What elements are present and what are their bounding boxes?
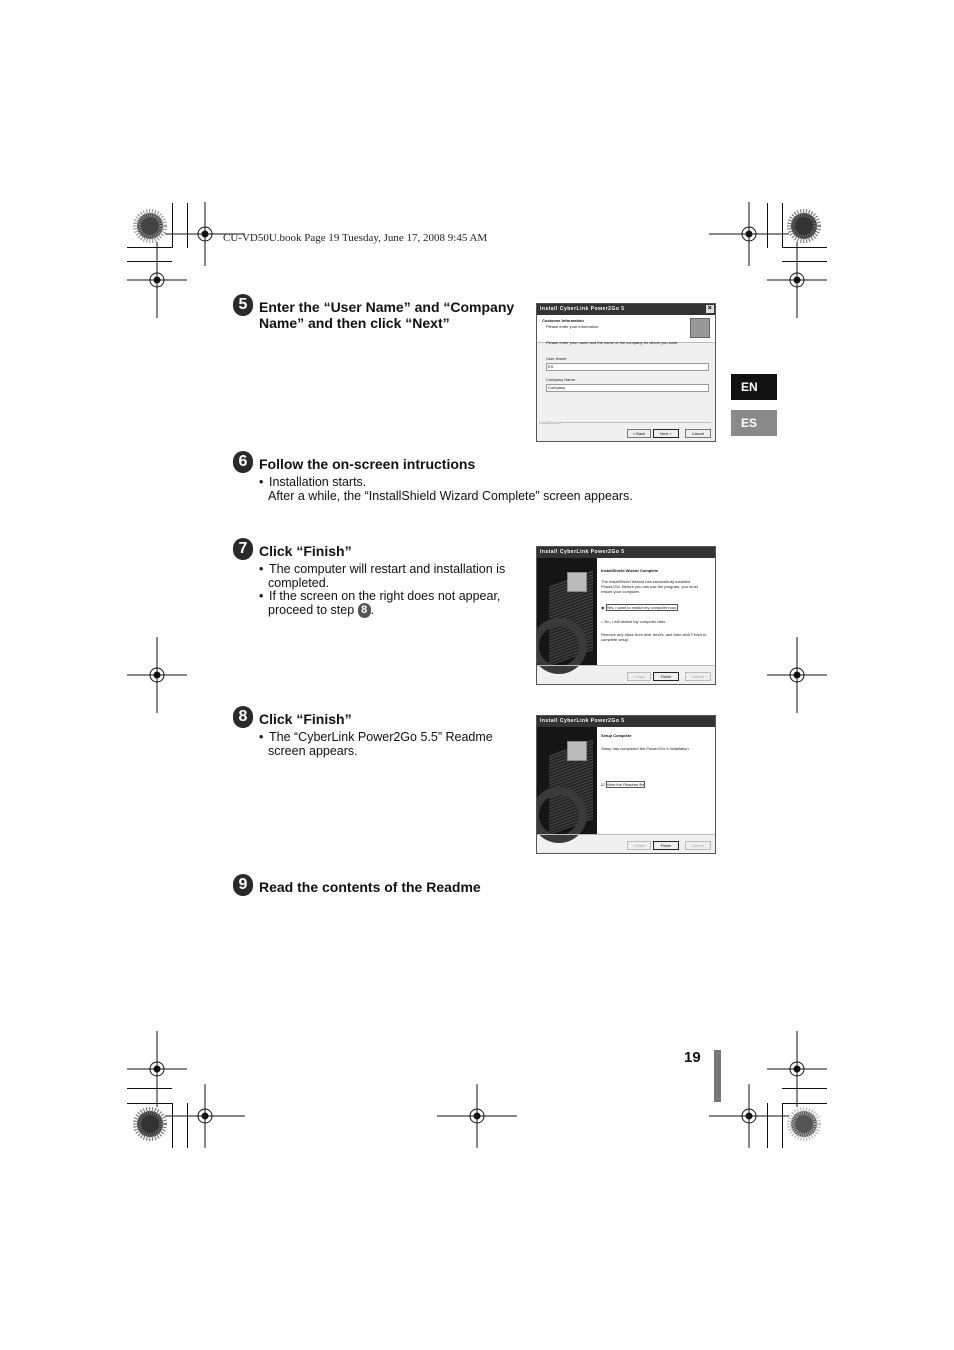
step-number: 7 — [233, 538, 253, 560]
installer-icon — [567, 741, 587, 761]
lang-tab-en: EN — [731, 374, 777, 400]
setup-complete-dialog — [536, 715, 716, 854]
dialog-text: Setup has completed the Power2Go 5 installation. — [601, 746, 690, 751]
book-header: CU-VD50U.book Page 19 Tuesday, June 17, 2008 9:45 AM — [223, 232, 488, 244]
cancel-button[interactable]: Cancel — [685, 429, 711, 438]
customer-info-dialog — [536, 303, 716, 442]
step-number: 5 — [233, 294, 253, 316]
dialog-title: Install CyberLink Power2Go 5 — [540, 718, 625, 724]
back-button[interactable]: < Back — [627, 841, 651, 850]
installer-icon — [690, 318, 710, 338]
restart-now-option[interactable]: ◉ Yes, I want to restart my computer now. — [601, 605, 677, 610]
step-title: Read the contents of the Readme — [259, 879, 481, 895]
dialog-heading: Setup Complete — [601, 733, 632, 738]
step-title-line: Enter the “User Name” and “Company — [259, 299, 515, 315]
dialog-title-bar — [537, 547, 715, 558]
view-readme-checkbox[interactable]: ☑ View the Readme file — [601, 782, 645, 787]
close-icon[interactable]: × — [707, 305, 713, 312]
step-title: Follow the on-screen intructions — [259, 456, 476, 472]
next-button[interactable]: Next > — [653, 429, 679, 438]
installer-side-art — [537, 558, 597, 665]
dialog-title-bar — [537, 716, 715, 727]
restart-later-option[interactable]: ○ No, I will restart my computer later. — [601, 619, 667, 624]
back-button[interactable]: < Back — [627, 429, 651, 438]
step-title: Click “Finish” — [259, 543, 352, 559]
user-name-field[interactable]: ES — [546, 363, 709, 371]
footer-divider — [537, 665, 716, 666]
dialog-heading: InstallShield Wizard Complete — [601, 568, 659, 573]
bullet-item: • If the screen on the right does not appear, proceed to step 8 . — [259, 589, 501, 617]
company-name-label: Company Name: — [546, 377, 577, 382]
installer-icon — [567, 572, 587, 592]
cancel-button[interactable]: Cancel — [685, 841, 711, 850]
cancel-button[interactable]: Cancel — [685, 672, 711, 681]
step-number: 6 — [233, 451, 253, 473]
company-name-field[interactable]: Company — [546, 384, 709, 392]
wizard-complete-dialog — [536, 546, 716, 685]
bullet-item: • The computer will restart and installation is completed. — [259, 562, 506, 590]
dialog-title-bar — [537, 304, 715, 315]
step-number: 8 — [233, 706, 253, 728]
bullet-item: • Installation starts. After a while, the “InstallShield Wizard Complete” screen appears. — [259, 475, 633, 503]
step-title-line: Name” and then click “Next” — [259, 315, 450, 331]
bullet-item: • The “CyberLink Power2Go 5.5” Readme screen appears. — [259, 730, 493, 758]
dialog-prompt: Please enter your name and the name of the company for whom you work. — [546, 340, 679, 345]
dialog-footer-text: Remove any disks from their drives, and then click Finish to complete setup. — [601, 632, 707, 642]
dialog-title: Install CyberLink Power2Go 5 — [540, 549, 625, 555]
finish-button[interactable]: Finish — [653, 841, 679, 850]
installer-side-art — [537, 727, 597, 834]
page-number: 19 — [684, 1049, 701, 1066]
step-title: Click “Finish” — [259, 711, 352, 727]
lang-tab-es: ES — [731, 410, 777, 436]
page-indicator-bar — [714, 1050, 721, 1102]
dialog-text: The InstallShield Wizard has successfully installed Power2Go. Before you can use the program, you must restart your computer. — [601, 579, 698, 594]
user-name-label: User Name: — [546, 356, 568, 361]
step-reference: 8 — [358, 603, 371, 618]
footer-divider — [561, 422, 711, 423]
footer-divider — [537, 834, 716, 835]
step-number: 9 — [233, 874, 253, 896]
back-button[interactable]: < Back — [627, 672, 651, 681]
dialog-subheading: Please enter your information. — [546, 324, 600, 329]
dialog-heading: Customer Information — [542, 318, 584, 323]
step-title — [259, 299, 514, 331]
finish-button[interactable]: Finish — [653, 672, 679, 681]
dialog-title: Install CyberLink Power2Go 5 — [540, 306, 625, 312]
installshield-brand: InstallShield — [539, 420, 561, 425]
